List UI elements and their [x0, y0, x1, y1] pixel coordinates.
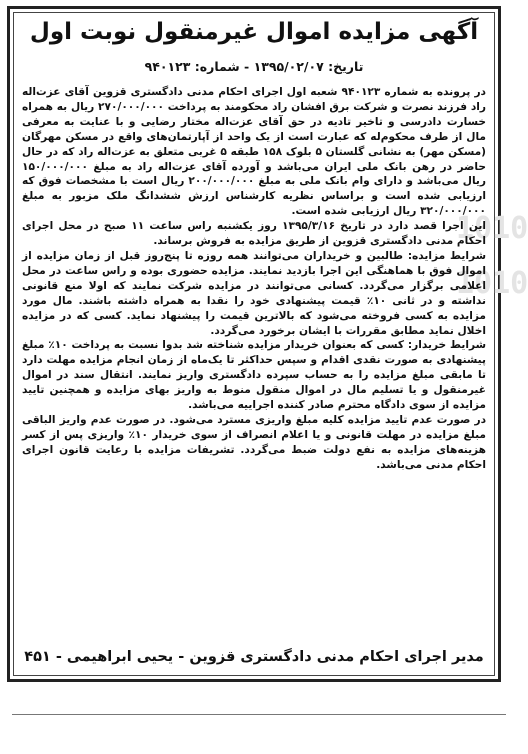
paragraph-buyer-conditions: شرایط خریدار: کسی که بعنوان خریدار مزایده شناخته شد بدوا نسبت به پرداخت ۱۰٪ مبلغ پیشنهادی به صورت نقدی اقدام و سپس حداکثر تا یک‌ماه از زمان انجام مزایده مهلت دارد تا مابقی مبلغ مزایده را به حساب سپرده دادگستری واریز نمایند. انتقال سند در اموال غیرمنقول و یا تسلیم مال در اموال منقول منوط به واریز بهای مزایده و همچنین تایید مزایده از سوی دادگاه محترم صادر کننده اجراییه می‌باشد. — [22, 339, 486, 412]
paragraph-refund-terms: در صورت عدم تایید مزایده کلیه مبلغ واریزی مسترد می‌شود. در صورت عدم واریز الباقی مبلغ مزایده در مهلت قانونی و یا اعلام انصراف از سوی خریدار ۱۰٪ واریزی پس از کسر هزینه‌های مزایده به نفع دولت ضبط می‌گردد. تشریفات مزایده با رعایت قانون اجرای احکام مدنی می‌باشد. — [22, 413, 486, 471]
paragraph-auction-date: این اجرا قصد دارد در تاریخ ۱۳۹۵/۳/۱۶ روز یکشنبه راس ساعت ۱۱ صبح در محل اجرای احکام مدنی دادگستری قزوین از طریق مزایده به فروش برساند. — [22, 220, 486, 248]
paragraph-case-details: در پرونده به شماره ۹۴۰۱۲۳ شعبه اول اجرای احکام مدنی دادگستری قزوین آقای عزت‌اله راد فرزند نصرت و شرکت برق افشان راد محکومند به پرداخت ۲۷۰/۰۰۰/۰۰۰ ریال به همراه خسارت دادرسی و تاخیر تادیه در حق آقای عزت‌اله مختار رضایی و با عنایت به معرفی مال از طرف محکوم‌له که عبارت است از یک واحد از آپارتمان‌های واقع در مسکن مهرگان (مسکن مهر) به نشانی گلستان ۵ بلوک ۱۵۸ طبقه ۵ غربی متعلق به عزت‌اله راد که در حال حاضر در رهن بانک ملی ایران می‌باشد و آورده آقای عزت‌اله راد به مبلغ ۱۵۰/۰۰۰/۰۰۰ ریال می‌باشد و دارای وام بانک ملی به مبلغ ۲۰۰/۰۰۰/۰۰۰ ریال است با مشخصات فوق که ارزیابی شده است و براساس نظریه کارشناس ارزش ششدانگ ملک مزبور به مبلغ ۳۲۰/۰۰۰/۰۰۰ ریال ارزیابی شده است. — [22, 86, 487, 218]
paragraph-auction-conditions: شرایط مزایده: طالبین و خریداران می‌توانند همه روزه تا پنج‌روز قبل از زمان مزایده از اموال فوق با هماهنگی این اجرا بازدید نمایند. مزایده حضوری بوده و راس ساعت در محل اعلامی برگزار می‌گردد. کسانی می‌توانند در مزایده شرکت نمایند که اولا منع قانونی نداشته و در ثانی ۱۰٪ قیمت پیشنهادی خود را نقدا به همراه داشته باشند. مال مورد مزایده به کسی فروخته می‌شود که بالاترین قیمت را پیشنهاد نماید. کسی که در مزایده اخلال نماید مطابق مقررات با ایشان برخورد می‌گردد. — [22, 249, 486, 337]
page-divider — [12, 714, 506, 715]
signature-line: مدیر اجرای احکام مدنی دادگستری قزوین - یحیی ابراهیمی - ۴۵۱ — [24, 649, 484, 665]
notice-body — [22, 85, 486, 473]
notice-date-number: تاریخ: ۱۳۹۵/۰۲/۰۷ - شماره: ۹۴۰۱۲۳ — [144, 59, 364, 74]
watermark-text: 1010 — [456, 211, 528, 246]
notice-frame — [7, 6, 528, 682]
watermark-text: 1010 — [456, 266, 528, 301]
notice-title: آگهی مزایده اموال غیرمنقول نوبت اول — [29, 19, 479, 45]
